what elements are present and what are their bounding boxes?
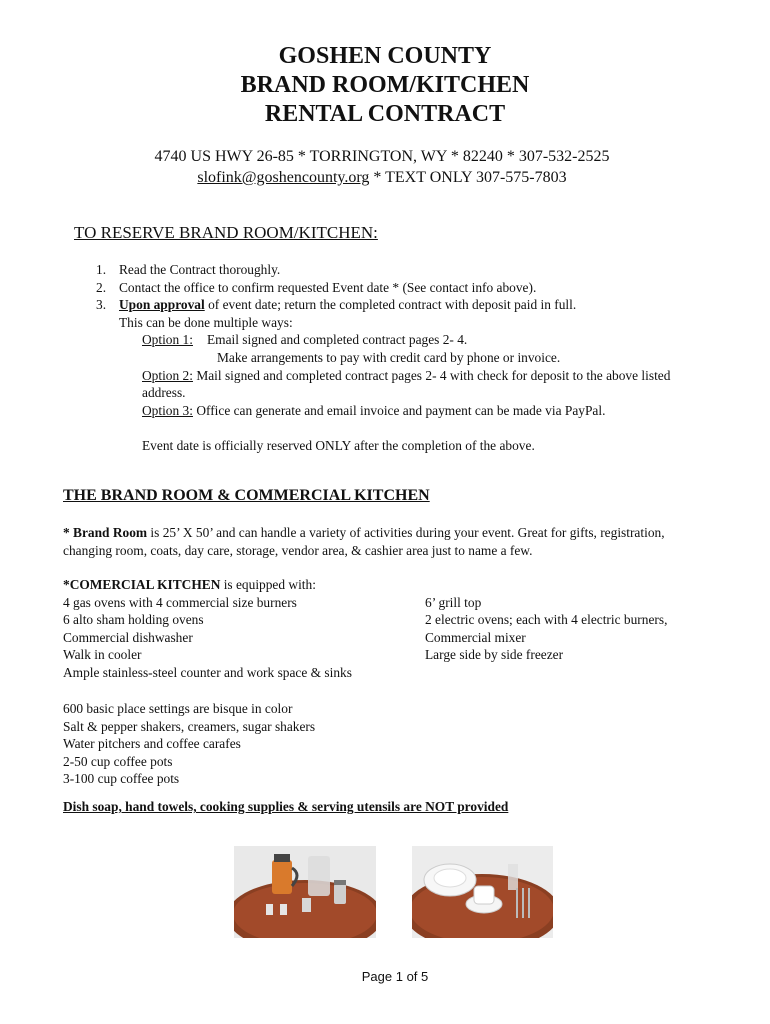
address-line: 4740 US HWY 26-85 * TORRINGTON, WY * 82240 * 307-532-2525 (154, 148, 610, 165)
list-item: Water pitchers and coffee carafes (63, 736, 241, 752)
upon-approval: Upon approval (119, 297, 205, 313)
kitchen-right-column (425, 594, 667, 664)
reserved-note: Event date is officially reserved ONLY after the completion of the above. (142, 437, 535, 453)
contact-block (0, 146, 764, 188)
title-line-1: GOSHEN COUNTY (278, 43, 492, 69)
option-1 (96, 331, 736, 349)
list-item: 4 gas ovens with 4 commercial size burners (63, 594, 297, 610)
reserve-heading: TO RESERVE BRAND ROOM/KITCHEN: (74, 223, 378, 242)
title-line-3: RENTAL CONTRACT (264, 101, 506, 127)
step-1 (96, 261, 736, 279)
list-item: 6’ grill top (425, 594, 482, 610)
step-text: Read the Contract thoroughly. (119, 262, 281, 277)
title-line-2: BRAND ROOM/KITCHEN (240, 72, 530, 98)
list-item: Commercial dishwasher (63, 629, 193, 645)
list-item: 6 alto sham holding ovens (63, 612, 204, 627)
list-item: Walk in cooler (63, 647, 142, 662)
step-number: 2. (96, 279, 107, 295)
tray-photo-pitchers (234, 846, 376, 938)
option-3-text: Office can generate and email invoice and payment can be made via PayPal. (192, 402, 606, 418)
step-text (119, 296, 576, 314)
step-2 (96, 279, 736, 297)
facility-heading: THE BRAND ROOM & COMMERCIAL KITCHEN (63, 487, 430, 504)
step-number: 3. (96, 297, 107, 313)
place-settings-list (63, 700, 315, 788)
step-3-rest: of event date; return the completed contract with deposit paid in full. (204, 297, 577, 313)
kitchen-text: is equipped with: (220, 577, 316, 592)
brand-room-description (63, 524, 733, 560)
kitchen-label: *COMERCIAL KITCHEN (63, 577, 221, 592)
step-3 (96, 296, 736, 314)
option-2 (96, 367, 736, 385)
reserve-steps (96, 261, 736, 455)
text-only-phone: * TEXT ONLY 307-575-7803 (369, 169, 567, 186)
step-number: 1. (96, 262, 107, 277)
tray-place-setting-image (412, 846, 553, 938)
brand-room-line-2: changing room, coats, day care, storage, vendor area, & cashier area just to name a few. (63, 543, 533, 558)
list-item: Commercial mixer (425, 629, 526, 645)
brand-room-label: * Brand Room (63, 525, 148, 540)
list-item: 600 basic place settings are bisque in color (63, 701, 293, 716)
list-item: 2 electric ovens; each with 4 electric burners, (425, 612, 668, 627)
option-1-text: Email signed and completed contract pages 2- 4. (206, 332, 468, 348)
list-item: Salt & pepper shakers, creamers, sugar shakers (63, 718, 316, 734)
option-2-line-2: address. (142, 385, 186, 401)
list-item: Ample stainless-steel counter and work space & sinks (63, 664, 352, 680)
list-item: 2-50 cup coffee pots (63, 753, 173, 769)
not-provided-warning: Dish soap, hand towels, cooking supplies & serving utensils are NOT provided (63, 799, 509, 814)
option-3 (96, 402, 736, 420)
tray-pitcher-image (234, 846, 376, 938)
option-3-label: Option 3: (142, 402, 193, 418)
option-2-label: Option 2: (142, 367, 193, 383)
step-text: Contact the office to confirm requested Event date * (See contact info above). (119, 279, 537, 295)
option-2-text: Mail signed and completed contract pages 2- 4 with check for deposit to the above listed (192, 367, 671, 383)
contact-line (0, 167, 764, 188)
ways-line: This can be done multiple ways: (119, 314, 293, 330)
tray-photo-place-setting (412, 846, 553, 938)
brand-room-text: is 25’ X 50’ and can handle a variety of activities during your event. Great for gifts, registration, (147, 525, 665, 540)
kitchen-left-column (63, 576, 352, 681)
kitchen-heading-line (63, 576, 352, 594)
option-1-label: Option 1: (142, 332, 193, 348)
page-number: Page 1 of 5 (361, 969, 429, 984)
document-title (0, 42, 770, 129)
email-link[interactable]: slofink@goshencounty.org (197, 169, 370, 186)
option-1-line-2: Make arrangements to pay with credit card by phone or invoice. (217, 349, 561, 365)
list-item: 3-100 cup coffee pots (63, 771, 180, 787)
brand-room-line-1 (63, 524, 733, 542)
list-item: Large side by side freezer (425, 647, 564, 662)
